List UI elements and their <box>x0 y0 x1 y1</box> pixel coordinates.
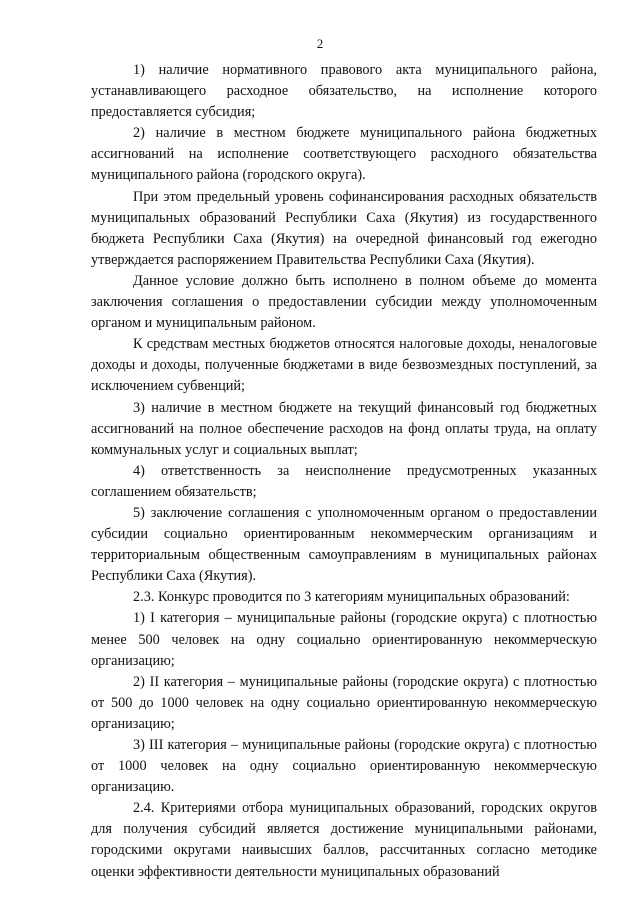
paragraph-condition-5: 5) заключение соглашения с уполномоченным органом о предоставлении субсидии социально ориентированным некоммерческим организациям и территориальным общественным самоуправлениям в муниципальных районах Республики Саха (Якутия). <box>91 504 597 585</box>
paragraph-condition-1: 1) наличие нормативного правового акта муниципального района, устанавливающего расходное обязательство, на исполнение которого предоставляется субсидия; <box>91 62 597 121</box>
paragraph-condition-3: 3) наличие в местном бюджете на текущий финансовый год бюджетных ассигнований на полное обеспечение расходов на фонд оплаты труда, на оплату коммунальных услуг и социальных выплат; <box>91 399 597 458</box>
document-body <box>91 60 597 883</box>
paragraph-category-1: 1) I категория – муниципальные районы (городские округа) с плотностью менее 500 человек на одну социально ориентированную некоммерческую организацию; <box>91 610 597 669</box>
paragraph-section-2-4: 2.4. Критериями отбора муниципальных образований, городских округов для получения субсидий является достижение муниципальными районами, городскими округами наивысших баллов, рассчитанных согласно методике оценки эффективности деятельности муниципальных образований <box>91 800 597 880</box>
paragraph-condition-deadline: Данное условие должно быть исполнено в полном объеме до момента заключения соглашения о предоставлении субсидии между уполномоченным органом и муниципальным районом. <box>91 272 597 332</box>
paragraph-section-2-3: 2.3. Конкурс проводится по 3 категориям муниципальных образований: <box>133 589 570 606</box>
paragraph-cofinancing-limit: При этом предельный уровень софинансирования расходных обязательств муниципальных образований Республики Саха (Якутия) из государственного бюджета Республики Саха (Якутия) на очередной финансовый год ежегодно утверждается распоряжением Правительства Республики Саха (Якутия). <box>91 188 597 268</box>
paragraph-condition-4: 4) ответственность за неисполнение предусмотренных указанных соглашением обязательств; <box>91 462 597 500</box>
paragraph-condition-2: 2) наличие в местном бюджете муниципального района бюджетных ассигнований на исполнение соответствующего расходного обязательства муниципального района (городского округа). <box>91 125 597 184</box>
page-number: 2 <box>316 36 324 51</box>
paragraph-local-budget-funds: К средствам местных бюджетов относятся налоговые доходы, неналоговые доходы и доходы, полученные бюджетами в виде безвозмездных поступлений, за исключением субвенций; <box>91 336 597 395</box>
paragraph-category-2: 2) II категория – муниципальные районы (городские округа) с плотностью от 500 до 1000 человек на одну социально ориентированную некоммерческую организацию; <box>91 673 597 732</box>
paragraph-category-3: 3) III категория – муниципальные районы (городские округа) с плотностью от 1000 человек на одну социально ориентированную некоммерческую организацию. <box>91 737 597 796</box>
